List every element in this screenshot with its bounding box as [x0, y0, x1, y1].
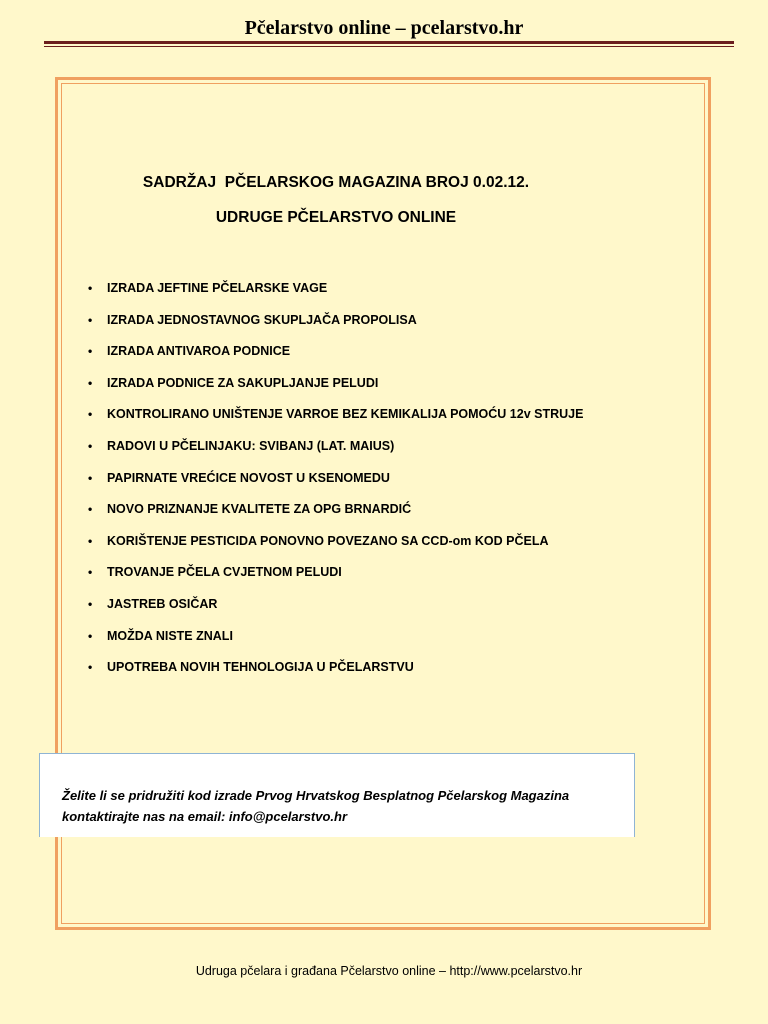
toc-item-text: JASTREB OSIČAR — [107, 596, 218, 611]
toc-item-text: KONTROLIRANO UNIŠTENJE VARROE BEZ KEMIKALIJA POMOĆU 12v STRUJE — [107, 407, 584, 422]
bullet-icon: • — [88, 533, 93, 548]
contact-box — [39, 753, 635, 837]
bullet-icon: • — [88, 596, 93, 611]
toc-item — [88, 278, 708, 310]
bullet-icon: • — [88, 438, 93, 453]
toc-item-text: PAPIRNATE VREĆICE NOVOST U KSENOMEDU — [107, 470, 390, 485]
toc-item — [88, 531, 708, 563]
toc-item — [88, 404, 708, 436]
toc-item — [88, 594, 708, 626]
toc-item — [88, 310, 708, 342]
toc-item — [88, 626, 708, 658]
bullet-icon: • — [88, 312, 93, 327]
page-header-title: Pčelarstvo online – pcelarstvo.hr — [244, 17, 524, 39]
toc-item — [88, 373, 708, 405]
header-rule-thin — [44, 46, 734, 47]
toc-item-text: IZRADA JEFTINE PČELARSKE VAGE — [107, 281, 328, 295]
bullet-icon: • — [88, 502, 93, 517]
bullet-icon: • — [88, 375, 93, 390]
toc-item-text: NOVO PRIZNANJE KVALITETE ZA OPG BRNARDIĆ — [107, 502, 412, 517]
toc-item-text: UPOTREBA NOVIH TEHNOLOGIJA U PČELARSTVU — [107, 660, 414, 675]
toc-item-text: RADOVI U PČELINJAKU: SVIBANJ (LAT. MAIUS) — [107, 438, 395, 453]
toc-item — [88, 657, 708, 689]
toc-item-text: IZRADA PODNICE ZA SAKUPLJANJE PELUDI — [107, 375, 379, 390]
document-subtitle: UDRUGE PČELARSTVO ONLINE — [215, 209, 457, 226]
bullet-icon: • — [88, 470, 93, 485]
toc-item — [88, 499, 708, 531]
bullet-icon: • — [88, 660, 93, 675]
bullet-icon: • — [88, 281, 93, 295]
toc-item-text: IZRADA JEDNOSTAVNOG SKUPLJAČA PROPOLISA — [107, 312, 417, 327]
toc-item — [88, 436, 708, 468]
document-title: SADRŽAJ PČELARSKOG MAGAZINA BROJ 0.02.12. — [142, 174, 530, 191]
toc-item — [88, 341, 708, 373]
contact-email-text: kontaktirajte nas na email: info@pcelarstvo.hr — [62, 809, 348, 824]
toc-item-text: KORIŠTENJE PESTICIDA PONOVNO POVEZANO SA CCD-om KOD PČELA — [107, 533, 549, 548]
header-rule-thick — [44, 41, 734, 44]
page-footer: Udruga pčelara i građana Pčelarstvo online – http://www.pcelarstvo.hr — [195, 964, 583, 978]
toc-item-text: TROVANJE PČELA CVJETNOM PELUDI — [107, 565, 342, 580]
bullet-icon: • — [88, 565, 93, 580]
bullet-icon: • — [88, 344, 93, 359]
contact-invitation-text: Želite li se pridružiti kod izrade Prvog Hrvatskog Besplatnog Pčelarskog Magazina — [62, 788, 570, 803]
bullet-icon: • — [88, 407, 93, 422]
table-of-contents — [88, 278, 708, 689]
toc-item-text: MOŽDA NISTE ZNALI — [107, 628, 233, 643]
toc-item — [88, 562, 708, 594]
toc-item — [88, 468, 708, 500]
bullet-icon: • — [88, 628, 93, 643]
toc-item-text: IZRADA ANTIVAROA PODNICE — [107, 344, 291, 359]
